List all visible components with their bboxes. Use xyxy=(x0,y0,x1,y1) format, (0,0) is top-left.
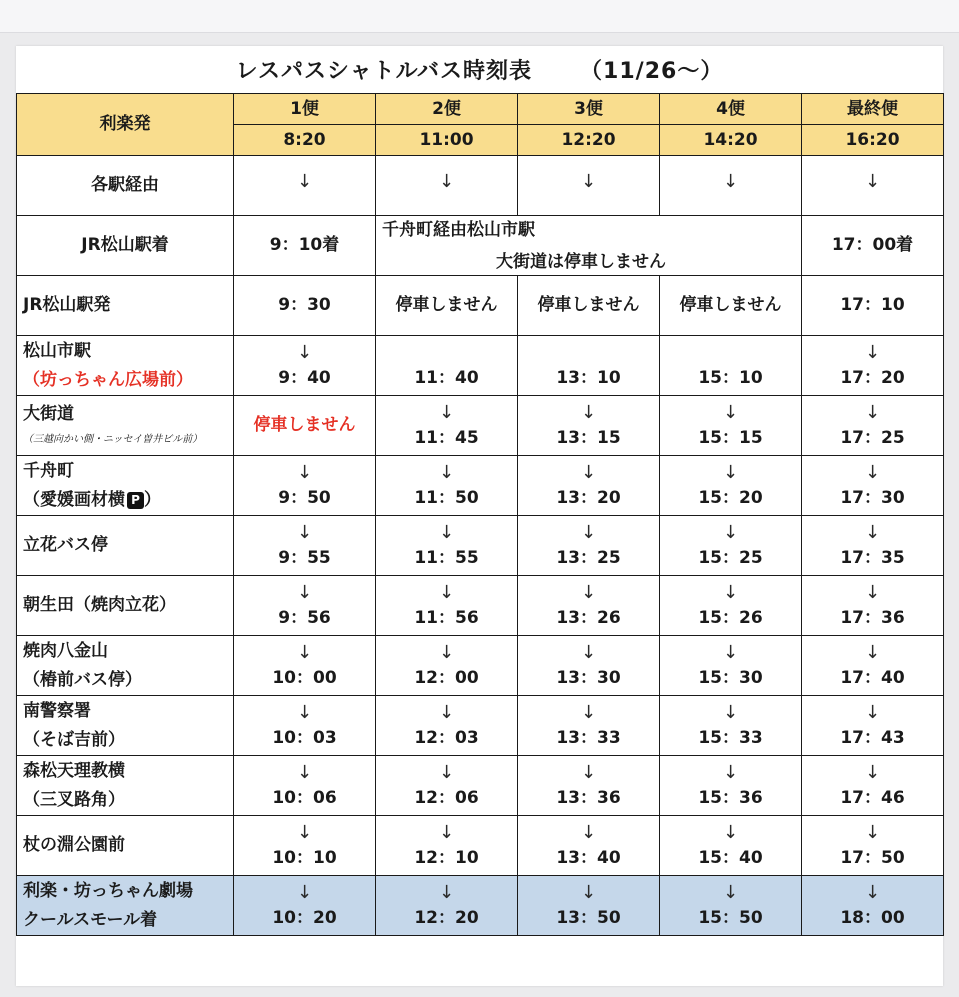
time-value: 12：06 xyxy=(414,788,479,808)
time-value: 17：36 xyxy=(840,608,905,628)
timetable-cell xyxy=(376,456,518,516)
parking-icon: P xyxy=(127,492,144,509)
timetable-cell xyxy=(376,156,518,216)
down-arrow-icon: ↓ xyxy=(864,882,881,903)
timetable-cell xyxy=(802,876,944,936)
stop-label: 各駅経由 xyxy=(17,156,234,216)
stop-label: JR松山駅着 xyxy=(17,216,234,276)
time-value: 11：56 xyxy=(414,608,479,628)
origin-label: 利楽発 xyxy=(17,94,234,156)
stop-sub-name: （三越向かい側・ニッセイ曽井ビル前） xyxy=(23,434,203,445)
timetable-cell xyxy=(518,756,660,816)
time-value: 9：40 xyxy=(278,368,331,388)
time-value: 10：10 xyxy=(272,848,337,868)
down-arrow-icon: ↓ xyxy=(864,582,881,603)
down-arrow-icon: ↓ xyxy=(438,822,455,843)
table-row xyxy=(17,216,944,276)
time-value: 11：40 xyxy=(414,368,479,388)
trip-name: 最終便 xyxy=(802,94,944,125)
stop-name: 松山市駅 xyxy=(23,340,91,361)
down-arrow-icon: ↓ xyxy=(296,822,313,843)
trip-name: 4便 xyxy=(660,94,802,125)
table-row xyxy=(17,276,944,336)
stop-name: 利楽・坊っちゃん劇場 xyxy=(23,880,193,901)
down-arrow-icon: ↓ xyxy=(722,462,739,483)
no-stop-note: 停車しません xyxy=(234,396,376,456)
timetable-cell xyxy=(234,816,376,876)
timetable-cell xyxy=(660,636,802,696)
timetable-cell xyxy=(376,396,518,456)
stop-sub-name: （坊っちゃん広場前） xyxy=(23,369,193,390)
title-range: （11/26〜） xyxy=(580,59,724,84)
time-value: 13：20 xyxy=(556,488,621,508)
time-value: 10：00 xyxy=(272,668,337,688)
timetable-cell xyxy=(234,336,376,396)
time-value: 13：40 xyxy=(556,848,621,868)
stop-name: 千舟町 xyxy=(23,460,74,481)
timetable-cell xyxy=(660,396,802,456)
timetable-cell xyxy=(234,516,376,576)
time-value: 12：20 xyxy=(414,908,479,928)
time-value: 10：03 xyxy=(272,728,337,748)
down-arrow-icon: ↓ xyxy=(864,822,881,843)
title-main: レスパスシャトルバス時刻表 xyxy=(235,59,533,84)
timetable-cell xyxy=(234,156,376,216)
time-value: 17：46 xyxy=(840,788,905,808)
timetable-cell xyxy=(376,696,518,756)
time-value: 18：00 xyxy=(840,908,905,928)
timetable-cell xyxy=(802,396,944,456)
down-arrow-icon: ↓ xyxy=(864,642,881,663)
timetable-cell: 9：10着 xyxy=(234,216,376,276)
down-arrow-icon: ↓ xyxy=(864,402,881,423)
down-arrow-icon: ↓ xyxy=(296,882,313,903)
stop-name: 南警察署 xyxy=(23,700,91,721)
down-arrow-icon: ↓ xyxy=(438,642,455,663)
stop-label xyxy=(17,636,234,696)
timetable-cell: 停車しません xyxy=(376,276,518,336)
down-arrow-icon: ↓ xyxy=(296,582,313,603)
stop-name: 森松天理教横 xyxy=(23,760,125,781)
timetable-cell: 17：10 xyxy=(802,276,944,336)
stop-sub-name-text: （愛媛画材横 xyxy=(23,489,125,510)
table-row xyxy=(17,696,944,756)
timetable-cell: 停車しません xyxy=(660,276,802,336)
timetable-cell xyxy=(660,816,802,876)
table-row xyxy=(17,456,944,516)
down-arrow-icon: ↓ xyxy=(722,582,739,603)
down-arrow-icon: ↓ xyxy=(296,462,313,483)
stop-label: 杖の淵公園前 xyxy=(17,816,234,876)
timetable-cell xyxy=(376,636,518,696)
table-row xyxy=(17,756,944,816)
time-value: 15：30 xyxy=(698,668,763,688)
table-row xyxy=(17,336,944,396)
down-arrow-icon: ↓ xyxy=(722,822,739,843)
timetable-cell xyxy=(802,636,944,696)
time-value: 15：40 xyxy=(698,848,763,868)
timetable-cell xyxy=(518,156,660,216)
trip-departure-time: 11:00 xyxy=(376,125,518,156)
down-arrow-icon: ↓ xyxy=(864,462,881,483)
stop-sub-name-close: ） xyxy=(144,489,161,510)
timetable xyxy=(16,93,944,936)
stop-name: 焼肉八金山 xyxy=(23,640,108,661)
time-value: 15：36 xyxy=(698,788,763,808)
timetable-cell xyxy=(234,696,376,756)
route-note-line2: 大街道は停車しません xyxy=(496,252,666,272)
header-row-trips xyxy=(17,94,944,125)
timetable-cell xyxy=(518,336,660,396)
timetable-cell xyxy=(802,696,944,756)
stop-sub-name: （三叉路角） xyxy=(23,789,125,810)
time-value: 10：06 xyxy=(272,788,337,808)
timetable-cell xyxy=(518,396,660,456)
time-value: 15：15 xyxy=(698,428,763,448)
timetable-cell xyxy=(518,816,660,876)
down-arrow-icon: ↓ xyxy=(580,522,597,543)
down-arrow-icon: ↓ xyxy=(864,762,881,783)
trip-name: 3便 xyxy=(518,94,660,125)
timetable-cell: 17：00着 xyxy=(802,216,944,276)
timetable-cell xyxy=(518,636,660,696)
stop-name: 大街道 xyxy=(23,404,74,424)
timetable-cell xyxy=(660,456,802,516)
down-arrow-icon: ↓ xyxy=(722,762,739,783)
down-arrow-icon: ↓ xyxy=(438,702,455,723)
time-value: 13：30 xyxy=(556,668,621,688)
timetable-cell xyxy=(376,876,518,936)
timetable-cell xyxy=(234,456,376,516)
route-note-line1: 千舟町経由松山市駅 xyxy=(382,220,535,240)
down-arrow-icon: ↓ xyxy=(438,882,455,903)
table-row xyxy=(17,816,944,876)
stop-sub-name: クールスモール着 xyxy=(23,909,158,930)
timetable-cell xyxy=(234,756,376,816)
down-arrow-icon: ↓ xyxy=(722,882,739,903)
down-arrow-icon: ↓ xyxy=(296,702,313,723)
time-value: 11：55 xyxy=(414,548,479,568)
down-arrow-icon: ↓ xyxy=(296,522,313,543)
timetable-cell xyxy=(660,576,802,636)
timetable-cell xyxy=(660,696,802,756)
table-row xyxy=(17,516,944,576)
down-arrow-icon: ↓ xyxy=(580,702,597,723)
timetable-cell xyxy=(518,456,660,516)
timetable-cell xyxy=(518,876,660,936)
time-value: 15：10 xyxy=(698,368,763,388)
time-value: 9：50 xyxy=(278,488,331,508)
table-row xyxy=(17,396,944,456)
time-value: 13：36 xyxy=(556,788,621,808)
timetable-cell xyxy=(660,156,802,216)
table-row-final xyxy=(17,876,944,936)
time-value: 11：50 xyxy=(414,488,479,508)
table-row xyxy=(17,576,944,636)
stop-label xyxy=(17,456,234,516)
stop-label: 朝生田（焼肉立花） xyxy=(17,576,234,636)
timetable-cell xyxy=(660,876,802,936)
down-arrow-icon: ↓ xyxy=(864,702,881,723)
stop-label xyxy=(17,756,234,816)
down-arrow-icon: ↓ xyxy=(438,170,455,192)
timetable-cell xyxy=(802,816,944,876)
time-value: 17：30 xyxy=(840,488,905,508)
time-value: 12：10 xyxy=(414,848,479,868)
time-value: 11：45 xyxy=(414,428,479,448)
stop-label xyxy=(17,876,234,936)
time-value: 17：20 xyxy=(840,368,905,388)
trip-departure-time: 14:20 xyxy=(660,125,802,156)
timetable-cell xyxy=(234,636,376,696)
down-arrow-icon: ↓ xyxy=(580,822,597,843)
timetable-cell xyxy=(802,576,944,636)
down-arrow-icon: ↓ xyxy=(864,342,881,363)
down-arrow-icon: ↓ xyxy=(722,702,739,723)
timetable-cell xyxy=(376,336,518,396)
down-arrow-icon: ↓ xyxy=(580,762,597,783)
down-arrow-icon: ↓ xyxy=(722,170,739,192)
timetable-cell xyxy=(802,156,944,216)
timetable-cell xyxy=(660,516,802,576)
time-value: 13：25 xyxy=(556,548,621,568)
trip-departure-time: 8:20 xyxy=(234,125,376,156)
timetable-title xyxy=(16,46,943,93)
down-arrow-icon: ↓ xyxy=(864,522,881,543)
time-value: 12：00 xyxy=(414,668,479,688)
timetable-cell xyxy=(660,336,802,396)
time-value: 17：43 xyxy=(840,728,905,748)
merged-route-note xyxy=(376,216,802,276)
time-value: 17：40 xyxy=(840,668,905,688)
down-arrow-icon: ↓ xyxy=(580,642,597,663)
time-value: 15：33 xyxy=(698,728,763,748)
stop-sub-name: （椿前バス停） xyxy=(23,669,142,690)
time-value: 15：20 xyxy=(698,488,763,508)
time-value: 13：50 xyxy=(556,908,621,928)
trip-departure-time: 16:20 xyxy=(802,125,944,156)
down-arrow-icon: ↓ xyxy=(438,762,455,783)
down-arrow-icon: ↓ xyxy=(438,522,455,543)
top-bar xyxy=(0,0,959,33)
down-arrow-icon: ↓ xyxy=(438,462,455,483)
stop-label: 立花バス停 xyxy=(17,516,234,576)
down-arrow-icon: ↓ xyxy=(580,582,597,603)
time-value: 13：33 xyxy=(556,728,621,748)
down-arrow-icon: ↓ xyxy=(296,762,313,783)
down-arrow-icon: ↓ xyxy=(580,882,597,903)
timetable-sheet xyxy=(16,46,943,986)
down-arrow-icon: ↓ xyxy=(438,582,455,603)
down-arrow-icon: ↓ xyxy=(296,642,313,663)
time-value: 13：26 xyxy=(556,608,621,628)
timetable-cell xyxy=(234,876,376,936)
time-value: 9：55 xyxy=(278,548,331,568)
down-arrow-icon: ↓ xyxy=(722,402,739,423)
timetable-cell xyxy=(376,816,518,876)
timetable-cell: 停車しません xyxy=(518,276,660,336)
stop-sub-name: （そば吉前） xyxy=(23,729,125,750)
time-value: 15：26 xyxy=(698,608,763,628)
timetable-cell xyxy=(802,756,944,816)
timetable-cell xyxy=(376,756,518,816)
down-arrow-icon: ↓ xyxy=(580,462,597,483)
down-arrow-icon: ↓ xyxy=(438,402,455,423)
time-value: 10：20 xyxy=(272,908,337,928)
timetable-cell xyxy=(376,576,518,636)
timetable-cell xyxy=(802,336,944,396)
timetable-cell xyxy=(376,516,518,576)
down-arrow-icon: ↓ xyxy=(722,522,739,543)
stop-label: JR松山駅発 xyxy=(17,276,234,336)
time-value: 13：10 xyxy=(556,368,621,388)
stop-label xyxy=(17,336,234,396)
table-row xyxy=(17,156,944,216)
time-value: 17：25 xyxy=(840,428,905,448)
timetable-cell xyxy=(234,576,376,636)
down-arrow-icon: ↓ xyxy=(580,170,597,192)
down-arrow-icon: ↓ xyxy=(296,342,313,363)
time-value: 15：25 xyxy=(698,548,763,568)
stop-sub-name xyxy=(23,489,233,510)
table-row xyxy=(17,636,944,696)
time-value: 13：15 xyxy=(556,428,621,448)
stop-label xyxy=(17,696,234,756)
timetable-cell: 9：30 xyxy=(234,276,376,336)
trip-name: 1便 xyxy=(234,94,376,125)
trip-name: 2便 xyxy=(376,94,518,125)
timetable-cell xyxy=(802,516,944,576)
timetable-cell xyxy=(660,756,802,816)
down-arrow-icon: ↓ xyxy=(580,402,597,423)
down-arrow-icon: ↓ xyxy=(722,642,739,663)
timetable-cell xyxy=(518,516,660,576)
trip-departure-time: 12:20 xyxy=(518,125,660,156)
time-value: 17：50 xyxy=(840,848,905,868)
down-arrow-icon: ↓ xyxy=(864,170,881,192)
stop-label xyxy=(17,396,234,456)
time-value: 12：03 xyxy=(414,728,479,748)
timetable-cell xyxy=(518,576,660,636)
down-arrow-icon: ↓ xyxy=(296,170,313,192)
timetable-cell xyxy=(802,456,944,516)
timetable-cell xyxy=(518,696,660,756)
time-value: 15：50 xyxy=(698,908,763,928)
time-value: 17：35 xyxy=(840,548,905,568)
time-value: 9：56 xyxy=(278,608,331,628)
